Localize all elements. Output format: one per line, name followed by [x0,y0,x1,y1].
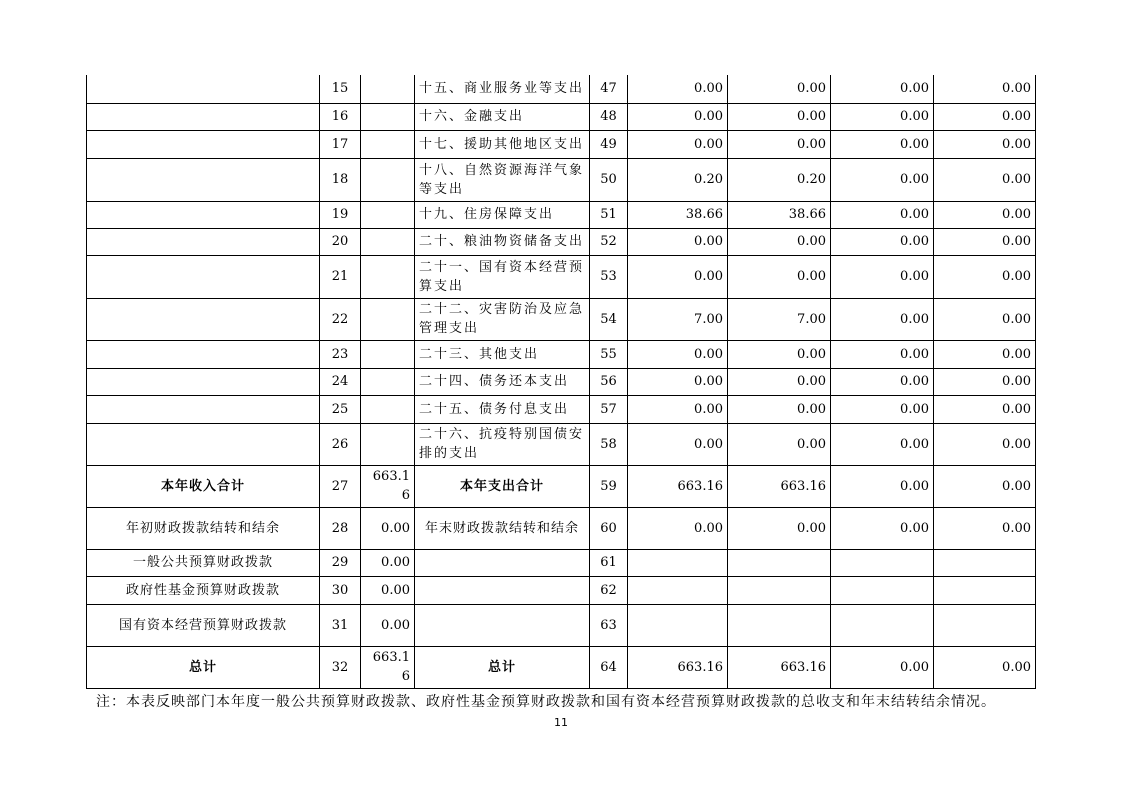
table-row [87,340,1036,368]
gov-fund-cell: 0.00 [831,395,934,423]
general-budget-cell: 0.00 [728,340,831,368]
income-row-number: 19 [320,201,361,228]
income-amount-cell [361,228,415,255]
gov-fund-cell: 0.00 [831,507,934,549]
table-row [87,395,1036,423]
expense-row-number: 48 [590,103,628,130]
income-item-cell [87,228,320,255]
income-amount-cell [361,368,415,395]
income-row-number: 17 [320,130,361,158]
expense-item-cell: 二十六、抗疫特别国债安排的支出 [415,423,590,465]
general-budget-cell [728,576,831,604]
state-capital-cell: 0.00 [934,423,1036,465]
expense-row-number: 49 [590,130,628,158]
state-capital-cell: 0.00 [934,130,1036,158]
general-budget-cell: 0.00 [728,255,831,298]
expense-row-number: 52 [590,228,628,255]
state-capital-cell: 0.00 [934,395,1036,423]
state-capital-cell: 0.00 [934,158,1036,201]
grand-total-label: 总计 [415,646,590,688]
expense-item-cell: 年末财政拨款结转和结余 [415,507,590,549]
income-amount-cell: 0.00 [361,549,415,576]
income-row-number: 28 [320,507,361,549]
table-row [87,103,1036,130]
income-item-cell: 年初财政拨款结转和结余 [87,507,320,549]
expense-item-cell: 十五、商业服务业等支出 [415,75,590,103]
general-budget-cell: 0.00 [728,228,831,255]
general-budget-cell: 38.66 [728,201,831,228]
fiscal-budget-table [86,75,1036,689]
income-amount-cell [361,75,415,103]
state-capital-cell: 0.00 [934,228,1036,255]
expense-total-cell: 663.16 [628,646,728,688]
general-budget-cell: 0.00 [728,368,831,395]
state-capital-cell: 0.00 [934,298,1036,340]
income-amount-cell: 0.00 [361,507,415,549]
expense-total-cell [628,604,728,646]
income-amount-cell [361,103,415,130]
expense-total-cell [628,576,728,604]
table-row [87,646,1036,688]
gov-fund-cell: 0.00 [831,368,934,395]
grand-total-label: 总计 [87,646,320,688]
state-capital-cell [934,549,1036,576]
gov-fund-cell: 0.00 [831,255,934,298]
expense-total-cell: 0.20 [628,158,728,201]
income-item-cell [87,395,320,423]
expense-row-number: 61 [590,549,628,576]
income-item-cell [87,340,320,368]
expense-subtotal-label: 本年支出合计 [415,465,590,507]
income-row-number: 31 [320,604,361,646]
table-row [87,228,1036,255]
state-capital-cell: 0.00 [934,507,1036,549]
expense-total-cell: 0.00 [628,255,728,298]
income-row-number: 32 [320,646,361,688]
state-capital-cell [934,576,1036,604]
expense-row-number: 47 [590,75,628,103]
expense-item-cell: 十九、住房保障支出 [415,201,590,228]
income-row-number: 23 [320,340,361,368]
income-row-number: 30 [320,576,361,604]
expense-total-cell [628,549,728,576]
state-capital-cell: 0.00 [934,75,1036,103]
income-amount-cell [361,395,415,423]
income-amount-cell [361,423,415,465]
expense-row-number: 55 [590,340,628,368]
table-row [87,507,1036,549]
income-row-number: 15 [320,75,361,103]
income-item-cell [87,201,320,228]
expense-item-cell: 二十二、灾害防治及应急管理支出 [415,298,590,340]
gov-fund-cell: 0.00 [831,465,934,507]
income-item-cell [87,298,320,340]
general-budget-cell: 0.00 [728,395,831,423]
expense-item-cell: 十七、援助其他地区支出 [415,130,590,158]
state-capital-cell: 0.00 [934,103,1036,130]
income-subtotal-label: 本年收入合计 [87,465,320,507]
state-capital-cell [934,604,1036,646]
income-row-number: 25 [320,395,361,423]
gov-fund-cell: 0.00 [831,423,934,465]
expense-total-cell: 0.00 [628,368,728,395]
gov-fund-cell [831,549,934,576]
table-row [87,576,1036,604]
income-item-cell: 国有资本经营预算财政拨款 [87,604,320,646]
expense-row-number: 57 [590,395,628,423]
table-row [87,255,1036,298]
table-row [87,130,1036,158]
general-budget-cell: 663.16 [728,465,831,507]
expense-row-number: 51 [590,201,628,228]
expense-item-cell [415,576,590,604]
expense-total-cell: 663.16 [628,465,728,507]
table-row [87,298,1036,340]
state-capital-cell: 0.00 [934,646,1036,688]
table-footnote: 注：本表反映部门本年度一般公共预算财政拨款、政府性基金预算财政拨款和国有资本经营预算财政拨款的总收支和年末结转结余情况。 [96,694,996,710]
income-row-number: 29 [320,549,361,576]
expense-total-cell: 0.00 [628,507,728,549]
table-row [87,549,1036,576]
general-budget-cell: 7.00 [728,298,831,340]
income-row-number: 20 [320,228,361,255]
general-budget-cell: 0.00 [728,75,831,103]
table-row [87,201,1036,228]
general-budget-cell: 0.00 [728,103,831,130]
income-row-number: 16 [320,103,361,130]
income-row-number: 27 [320,465,361,507]
income-item-cell [87,130,320,158]
expense-row-number: 62 [590,576,628,604]
income-amount-cell [361,298,415,340]
expense-total-cell: 0.00 [628,228,728,255]
expense-row-number: 53 [590,255,628,298]
income-amount-cell [361,340,415,368]
state-capital-cell: 0.00 [934,255,1036,298]
expense-row-number: 59 [590,465,628,507]
expense-total-cell: 38.66 [628,201,728,228]
table-row [87,604,1036,646]
income-row-number: 21 [320,255,361,298]
expense-total-cell: 0.00 [628,103,728,130]
expense-row-number: 58 [590,423,628,465]
income-row-number: 24 [320,368,361,395]
expense-item-cell: 二十三、其他支出 [415,340,590,368]
income-amount-cell [361,158,415,201]
state-capital-cell: 0.00 [934,201,1036,228]
gov-fund-cell: 0.00 [831,340,934,368]
income-item-cell [87,368,320,395]
expense-row-number: 54 [590,298,628,340]
income-amount-cell: 0.00 [361,576,415,604]
general-budget-cell: 0.20 [728,158,831,201]
expense-total-cell: 0.00 [628,75,728,103]
expense-total-cell: 0.00 [628,423,728,465]
income-item-cell [87,158,320,201]
income-amount-cell [361,130,415,158]
table-row [87,465,1036,507]
income-item-cell [87,423,320,465]
gov-fund-cell: 0.00 [831,298,934,340]
general-budget-cell [728,549,831,576]
expense-total-cell: 7.00 [628,298,728,340]
expense-item-cell: 十八、自然资源海洋气象等支出 [415,158,590,201]
expense-row-number: 60 [590,507,628,549]
state-capital-cell: 0.00 [934,340,1036,368]
gov-fund-cell: 0.00 [831,201,934,228]
gov-fund-cell: 0.00 [831,130,934,158]
expense-row-number: 63 [590,604,628,646]
general-budget-cell: 0.00 [728,507,831,549]
general-budget-cell: 663.16 [728,646,831,688]
expense-row-number: 56 [590,368,628,395]
income-amount-cell: 0.00 [361,604,415,646]
income-row-number: 22 [320,298,361,340]
state-capital-cell: 0.00 [934,368,1036,395]
income-subtotal-amount: 663.16 [361,465,415,507]
gov-fund-cell: 0.00 [831,158,934,201]
expense-item-cell [415,604,590,646]
expense-row-number: 50 [590,158,628,201]
grand-total-amount: 663.16 [361,646,415,688]
income-amount-cell [361,255,415,298]
income-item-cell: 一般公共预算财政拨款 [87,549,320,576]
gov-fund-cell: 0.00 [831,228,934,255]
gov-fund-cell: 0.00 [831,646,934,688]
expense-item-cell: 二十一、国有资本经营预算支出 [415,255,590,298]
expense-total-cell: 0.00 [628,130,728,158]
income-item-cell [87,255,320,298]
general-budget-cell: 0.00 [728,130,831,158]
gov-fund-cell: 0.00 [831,75,934,103]
expense-item-cell: 十六、金融支出 [415,103,590,130]
gov-fund-cell: 0.00 [831,103,934,130]
income-item-cell [87,103,320,130]
table-row [87,368,1036,395]
table-row [87,158,1036,201]
expense-item-cell: 二十、粮油物资储备支出 [415,228,590,255]
expense-row-number: 64 [590,646,628,688]
expense-item-cell: 二十五、债务付息支出 [415,395,590,423]
general-budget-cell [728,604,831,646]
expense-total-cell: 0.00 [628,340,728,368]
expense-item-cell [415,549,590,576]
gov-fund-cell [831,604,934,646]
income-amount-cell [361,201,415,228]
table-row [87,423,1036,465]
table-row [87,75,1036,103]
page-number: 11 [554,716,568,729]
expense-total-cell: 0.00 [628,395,728,423]
state-capital-cell: 0.00 [934,465,1036,507]
expense-item-cell: 二十四、债务还本支出 [415,368,590,395]
income-row-number: 18 [320,158,361,201]
general-budget-cell: 0.00 [728,423,831,465]
gov-fund-cell [831,576,934,604]
income-row-number: 26 [320,423,361,465]
income-item-cell: 政府性基金预算财政拨款 [87,576,320,604]
income-item-cell [87,75,320,103]
